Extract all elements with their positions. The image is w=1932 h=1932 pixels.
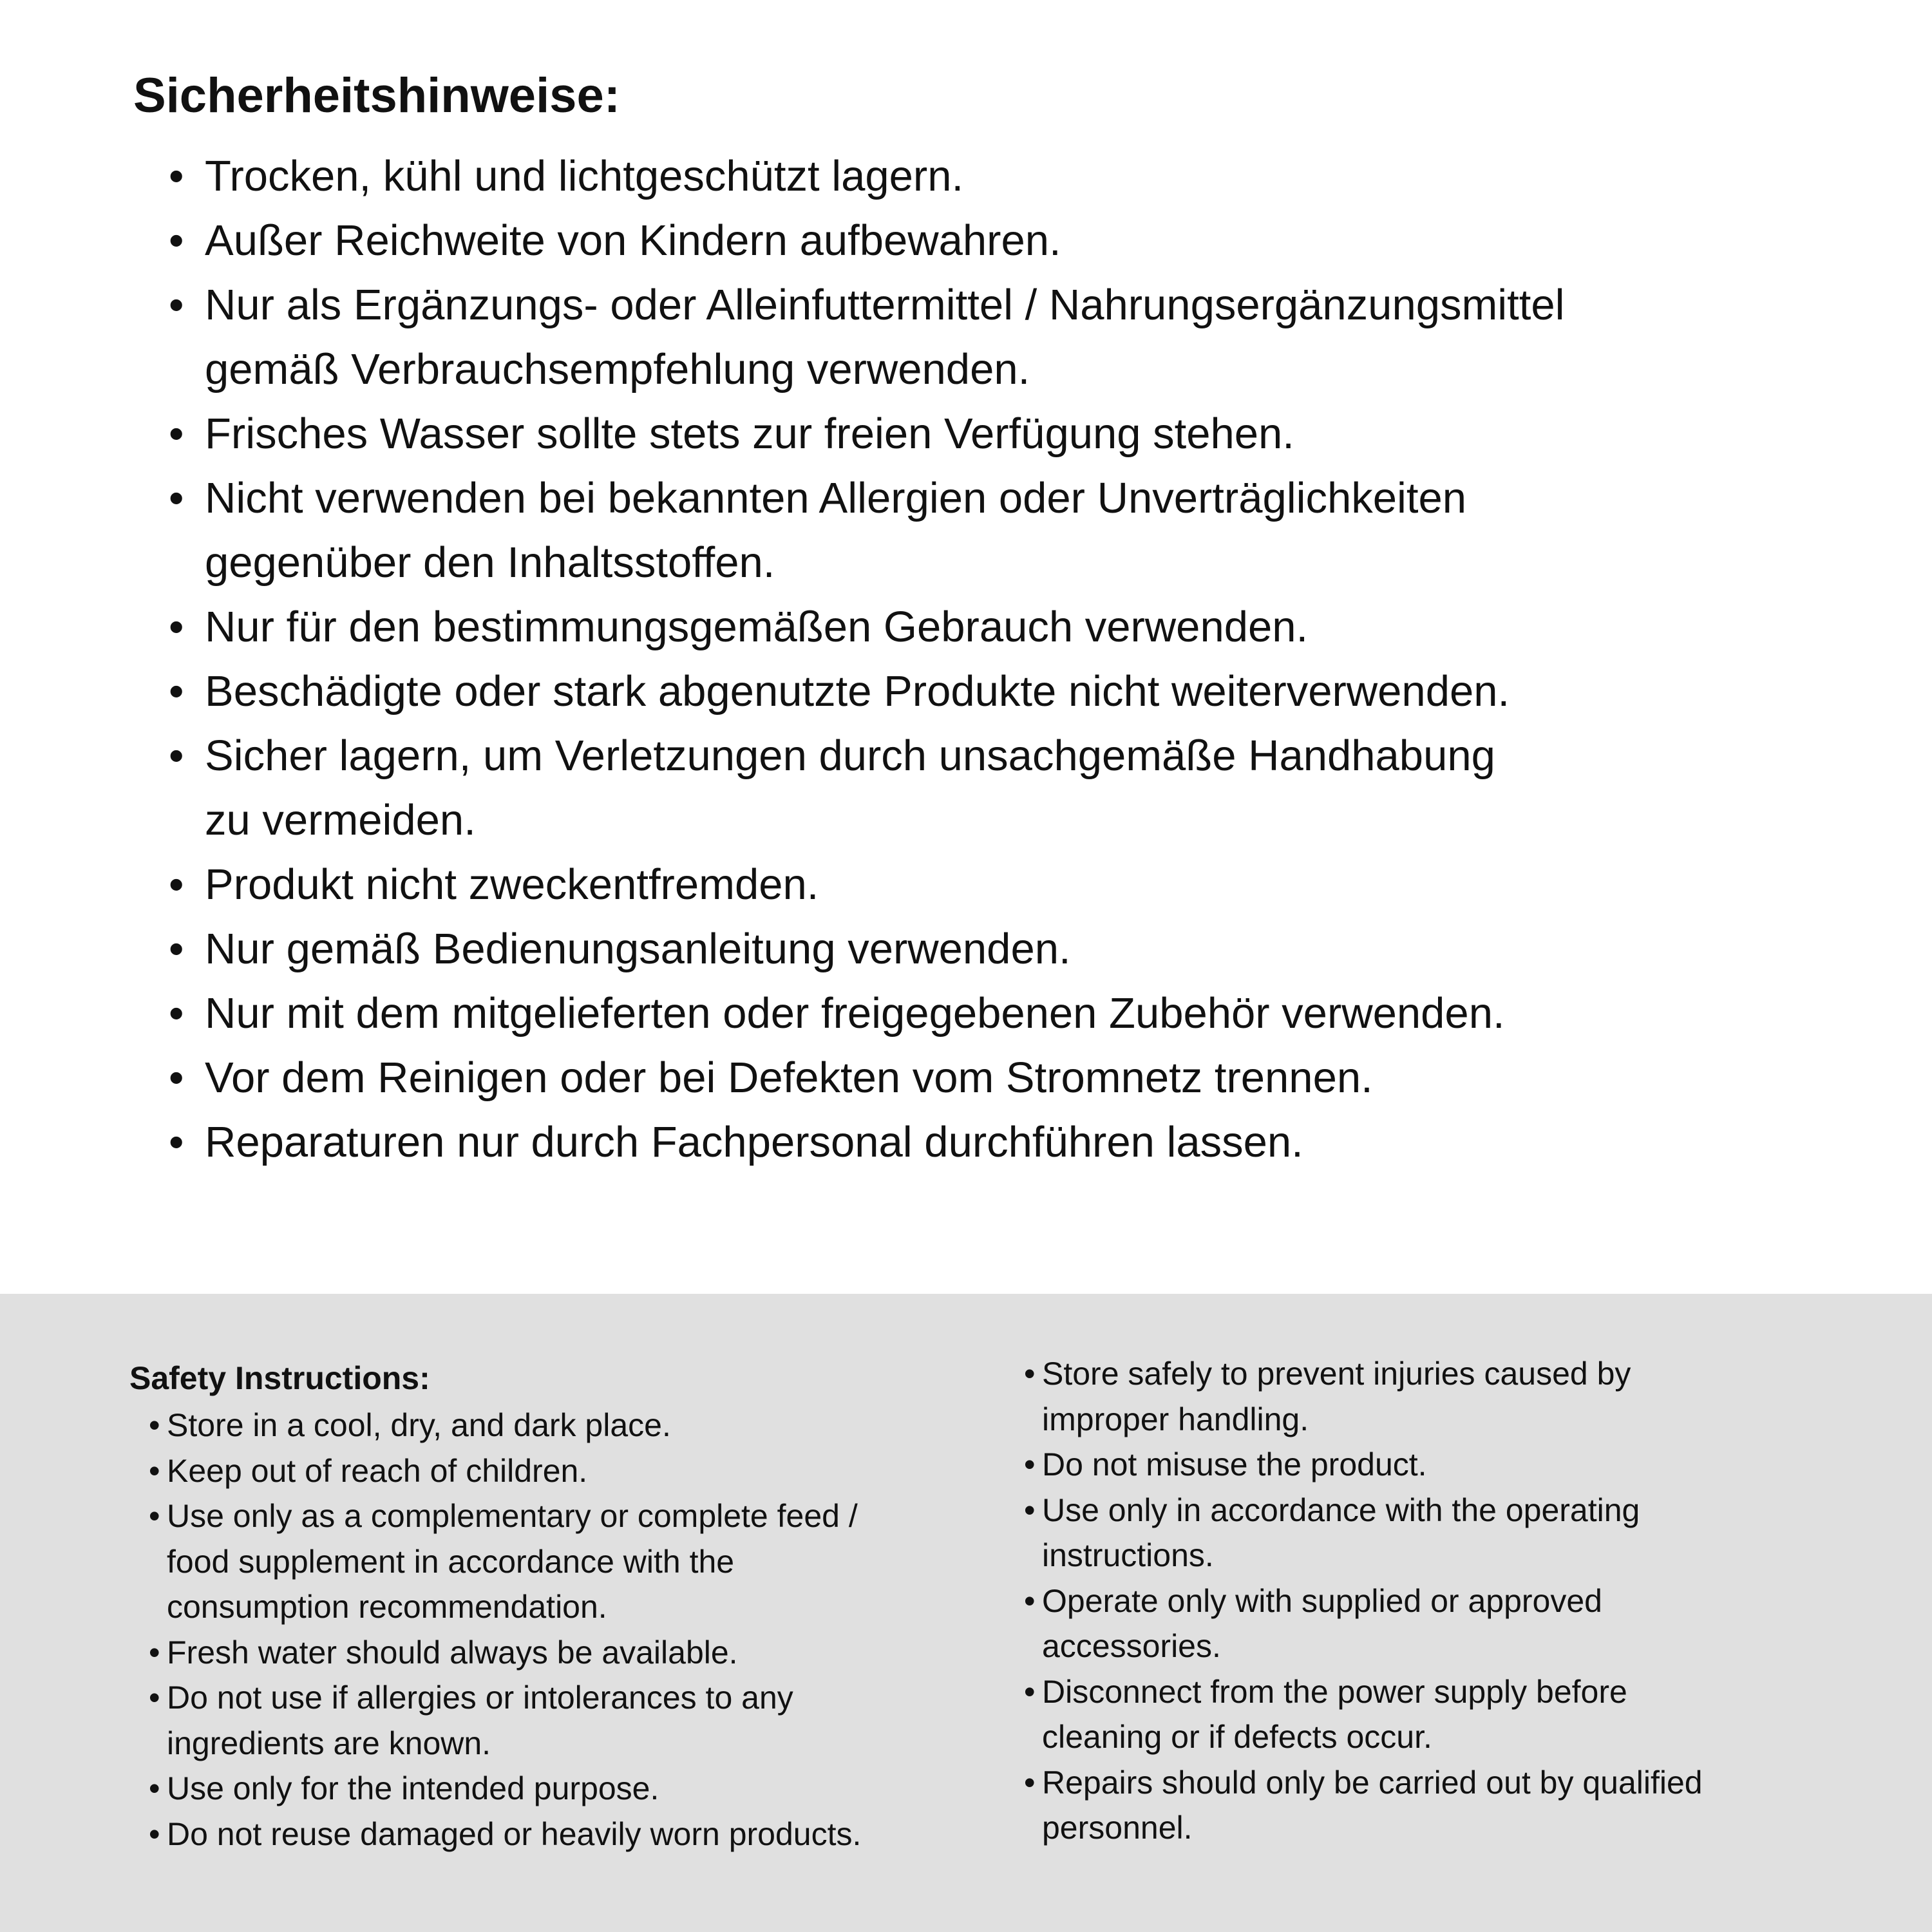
- german-safety-list: [169, 144, 1565, 1175]
- list-item: [169, 1046, 1565, 1110]
- english-safety-list-right: [1024, 1351, 1703, 1851]
- list-item: [1024, 1488, 1703, 1578]
- list-item: [149, 1675, 861, 1766]
- bullet-icon: •: [169, 474, 184, 522]
- list-item-text: Do not use if allergies or intolerances to any ingredients are known.: [167, 1680, 793, 1761]
- list-item: [1024, 1351, 1703, 1442]
- list-item: [149, 1766, 861, 1812]
- english-safety-list-left: [149, 1403, 861, 1857]
- list-item-text: Nur für den bestimmungsgemäßen Gebrauch verwenden.: [205, 603, 1309, 651]
- bullet-icon: •: [1024, 1582, 1036, 1619]
- bullet-icon: •: [1024, 1356, 1036, 1392]
- bullet-icon: •: [1024, 1764, 1036, 1801]
- bullet-icon: •: [169, 603, 184, 651]
- list-item-text: Use only in accordance with the operating instructions.: [1042, 1492, 1640, 1573]
- bullet-icon: •: [169, 667, 184, 715]
- list-item: [169, 853, 1565, 917]
- list-item: [169, 466, 1565, 595]
- list-item: [169, 1110, 1565, 1175]
- bullet-icon: •: [149, 1634, 160, 1671]
- bullet-icon: •: [1024, 1673, 1036, 1710]
- bullet-icon: •: [169, 281, 184, 329]
- list-item-text: Store safely to prevent injuries caused by improper handling.: [1042, 1356, 1631, 1437]
- list-item: [1024, 1669, 1703, 1760]
- list-item-text: Nur gemäß Bedienungsanleitung verwenden.: [205, 925, 1071, 973]
- list-item: [1024, 1578, 1703, 1669]
- list-item: [169, 273, 1565, 402]
- list-item: [149, 1812, 861, 1857]
- list-item: [169, 209, 1565, 273]
- list-item-text: Beschädigte oder stark abgenutzte Produkte nicht weiterverwenden.: [205, 667, 1510, 715]
- bullet-icon: •: [149, 1407, 160, 1443]
- list-item-text: Nicht verwenden bei bekannten Allergien oder Unverträglichkeiten gegenüber den Inhaltsstoffen.: [205, 474, 1467, 587]
- list-item-text: Fresh water should always be available.: [167, 1634, 738, 1671]
- list-item-text: Use only for the intended purpose.: [167, 1770, 659, 1806]
- bullet-icon: •: [149, 1815, 160, 1852]
- list-item-text: Do not reuse damaged or heavily worn products.: [167, 1815, 862, 1852]
- list-item: [149, 1493, 861, 1630]
- list-item-text: Trocken, kühl und lichtgeschützt lagern.: [205, 152, 964, 200]
- bullet-icon: •: [149, 1770, 160, 1806]
- list-item: [149, 1630, 861, 1676]
- english-title: Safety Instructions:: [129, 1360, 430, 1396]
- bullet-icon: •: [149, 1498, 160, 1534]
- bullet-icon: •: [169, 732, 184, 780]
- list-item-text: Sicher lagern, um Verletzungen durch unsachgemäße Handhabung zu vermeiden.: [205, 732, 1495, 844]
- bullet-icon: •: [169, 860, 184, 909]
- bullet-icon: •: [169, 989, 184, 1037]
- english-section: [0, 1294, 1932, 1932]
- bullet-icon: •: [169, 1054, 184, 1102]
- bullet-icon: •: [149, 1680, 160, 1716]
- list-item: [169, 981, 1565, 1046]
- bullet-icon: •: [169, 925, 184, 973]
- list-item-text: Nur mit dem mitgelieferten oder freigegebenen Zubehör verwenden.: [205, 989, 1505, 1037]
- bullet-icon: •: [169, 1118, 184, 1166]
- list-item: [169, 917, 1565, 981]
- list-item: [1024, 1760, 1703, 1851]
- list-item-text: Store in a cool, dry, and dark place.: [167, 1407, 671, 1443]
- bullet-icon: •: [1024, 1492, 1036, 1528]
- bullet-icon: •: [169, 410, 184, 458]
- list-item: [169, 659, 1565, 724]
- bullet-icon: •: [169, 152, 184, 200]
- list-item: [149, 1448, 861, 1494]
- list-item-text: Repairs should only be carried out by qualified personnel.: [1042, 1764, 1703, 1846]
- list-item-text: Nur als Ergänzungs- oder Alleinfuttermittel / Nahrungsergänzungsmittel gemäß Verbrauchsempfehlung verwenden.: [205, 281, 1565, 393]
- list-item: [169, 724, 1565, 853]
- list-item-text: Operate only with supplied or approved accessories.: [1042, 1582, 1602, 1664]
- list-item: [169, 595, 1565, 659]
- bullet-icon: •: [149, 1452, 160, 1489]
- list-item-text: Keep out of reach of children.: [167, 1452, 588, 1489]
- list-item: [149, 1403, 861, 1448]
- list-item: [1024, 1442, 1703, 1488]
- list-item-text: Produkt nicht zweckentfremden.: [205, 860, 819, 909]
- list-item-text: Use only as a complementary or complete feed / food supplement in accordance with the consumption recommendation.: [167, 1498, 858, 1625]
- list-item-text: Vor dem Reinigen oder bei Defekten vom Stromnetz trennen.: [205, 1054, 1373, 1102]
- list-item-text: Reparaturen nur durch Fachpersonal durchführen lassen.: [205, 1118, 1303, 1166]
- list-item-text: Do not misuse the product.: [1042, 1446, 1427, 1482]
- list-item-text: Frisches Wasser sollte stets zur freien Verfügung stehen.: [205, 410, 1294, 458]
- bullet-icon: •: [169, 216, 184, 265]
- list-item-text: Disconnect from the power supply before cleaning or if defects occur.: [1042, 1673, 1627, 1755]
- german-title: Sicherheitshinweise:: [133, 68, 621, 123]
- bullet-icon: •: [1024, 1446, 1036, 1482]
- list-item: [169, 144, 1565, 209]
- list-item-text: Außer Reichweite von Kindern aufbewahren.: [205, 216, 1061, 265]
- list-item: [169, 402, 1565, 466]
